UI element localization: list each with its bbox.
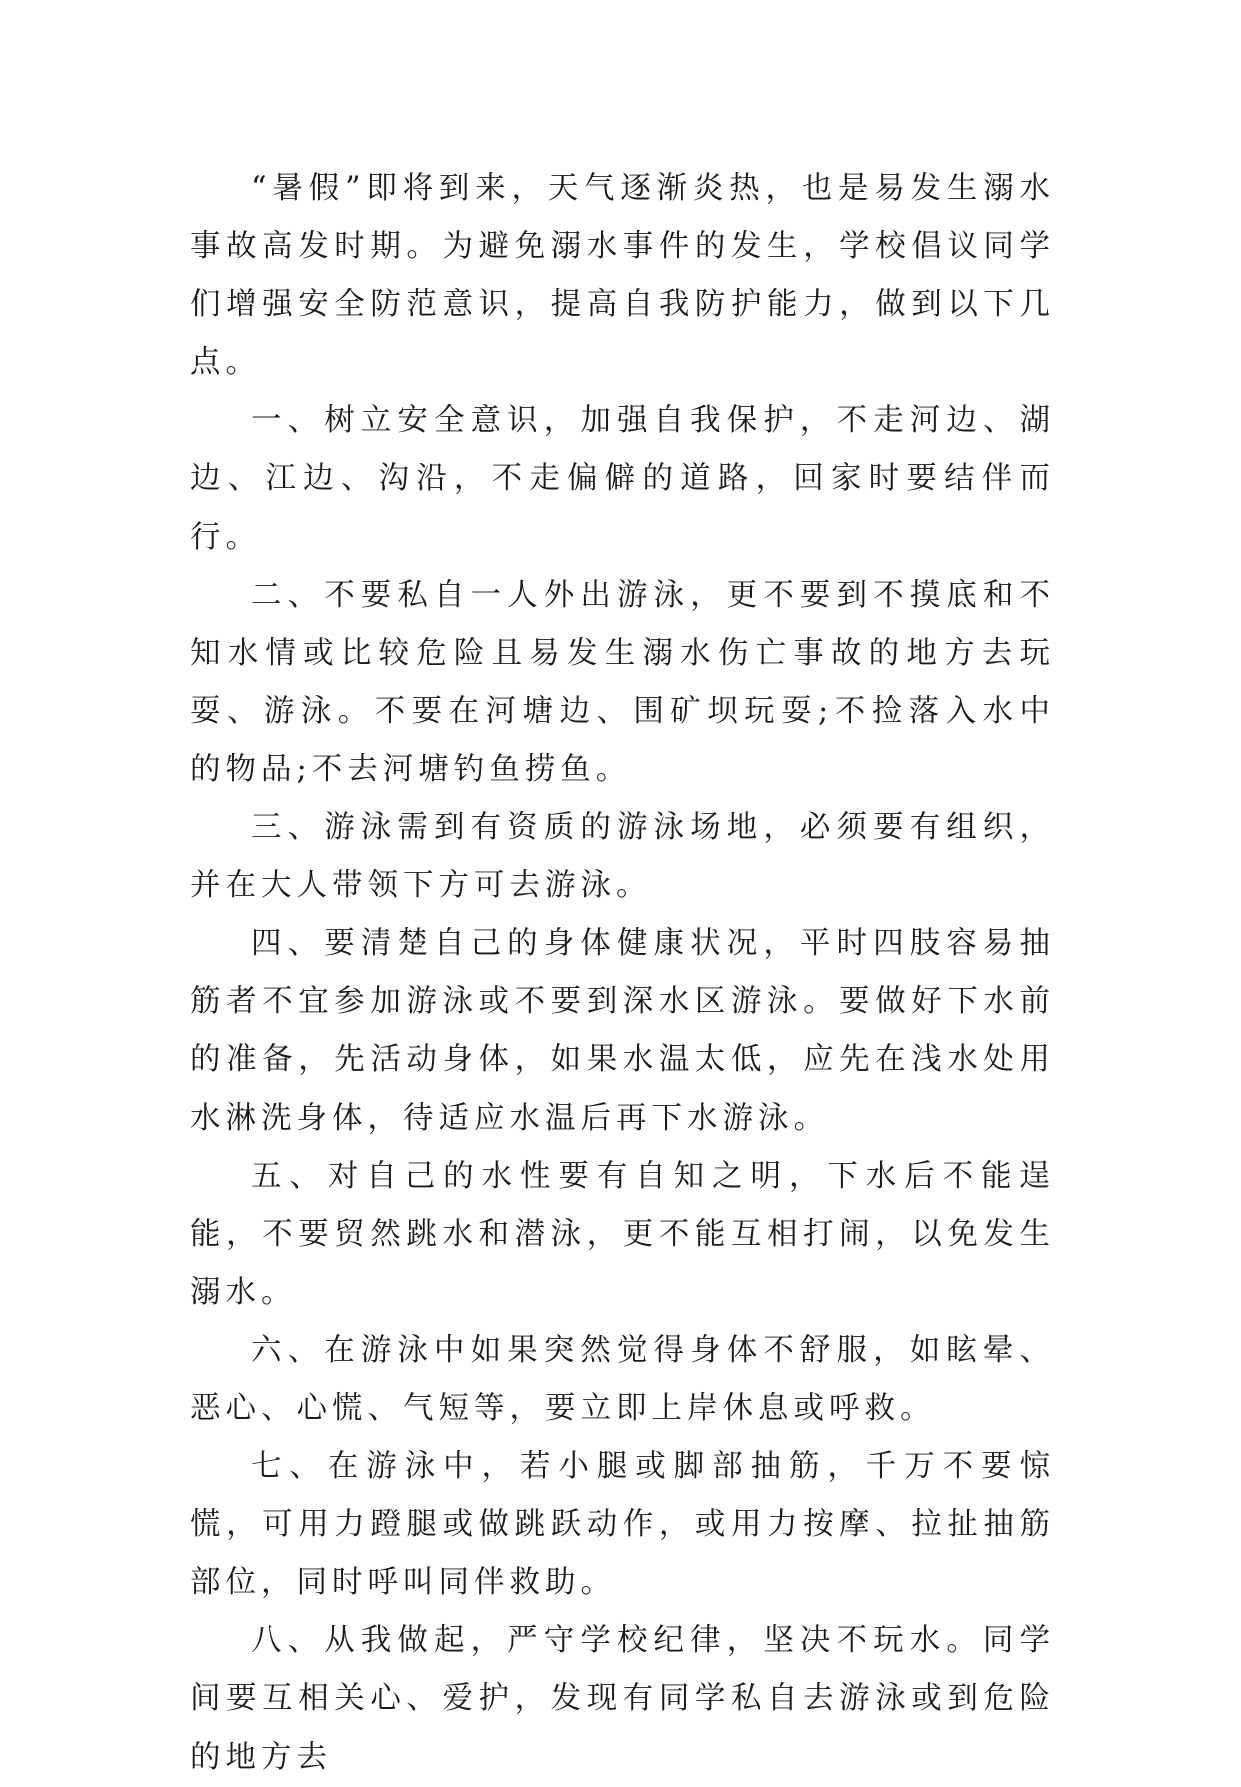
item-paragraph-7: 七、在游泳中，若小腿或脚部抽筋，千万不要惊慌，可用力蹬腿或做跳跃动作，或用力按摩、拉扯抽筋部位，同时呼叫同伴救助。 <box>190 1449 1055 1601</box>
item-paragraph-5: 五、对自己的水性要有自知之明，下水后不能逞能，不要贸然跳水和潜泳，更不能互相打闹，以免发生溺水。 <box>190 1158 1055 1310</box>
document-body <box>190 160 1055 1787</box>
item-paragraph-6: 六、在游泳中如果突然觉得身体不舒服，如眩晕、恶心、心慌、气短等，要立即上岸休息或呼救。 <box>190 1332 1055 1426</box>
item-paragraph-8: 八、从我做起，严守学校纪律，坚决不玩水。同学间要互相关心、爱护，发现有同学私自去游泳或到危险的地方去 <box>190 1623 1055 1775</box>
item-paragraph-3: 三、游泳需到有资质的游泳场地，必须要有组织，并在大人带领下方可去游泳。 <box>190 810 1055 904</box>
item-paragraph-2: 二、不要私自一人外出游泳，更不要到不摸底和不知水情或比较危险且易发生溺水伤亡事故的地方去玩耍、游泳。不要在河塘边、围矿坝玩耍;不捡落入水中的物品;不去河塘钓鱼捞鱼。 <box>190 577 1055 787</box>
item-paragraph-4: 四、要清楚自己的身体健康状况，平时四肢容易抽筋者不宜参加游泳或不要到深水区游泳。要做好下水前的准备，先活动身体，如果水温太低，应先在浅水处用水淋洗身体，待适应水温后再下水游泳。 <box>190 926 1055 1136</box>
item-paragraph-1: 一、树立安全意识，加强自我保护，不走河边、湖边、江边、沟沿，不走偏僻的道路，回家时要结伴而行。 <box>190 403 1055 555</box>
intro-paragraph: “暑假”即将到来，天气逐渐炎热，也是易发生溺水事故高发时期。为避免溺水事件的发生，学校倡议同学们增强安全防范意识，提高自我防护能力，做到以下几点。 <box>190 171 1055 381</box>
